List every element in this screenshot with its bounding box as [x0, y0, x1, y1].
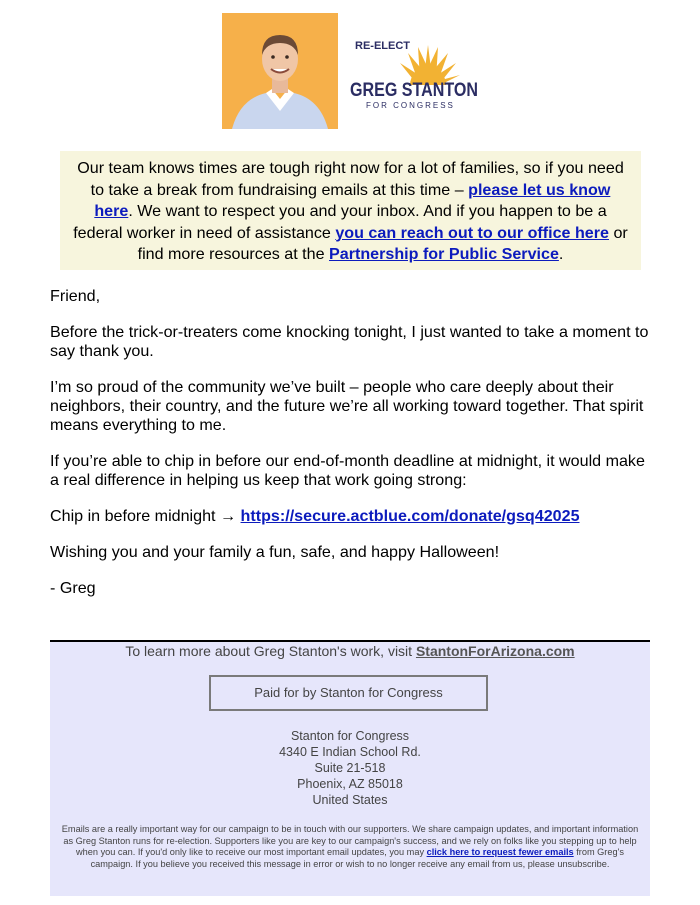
- email-footer: [50, 640, 650, 896]
- notice-text-3: or find more resources at the: [137, 223, 628, 263]
- partnership-public-service-link[interactable]: Partnership for Public Service: [329, 245, 559, 263]
- address-line: Stanton for Congress: [290, 729, 410, 743]
- notice-text-4: .: [558, 245, 564, 263]
- letter-body: [50, 287, 655, 615]
- campaign-logo: [348, 33, 488, 125]
- address-line: Suite 21-518: [314, 761, 386, 775]
- letter-paragraph-1: Before the trick-or-treaters come knocking tonight, I just wanted to take a moment to say thank you.: [50, 323, 649, 360]
- let-us-know-link[interactable]: please let us know here: [94, 180, 611, 220]
- candidate-photo-illustration: [222, 13, 338, 129]
- address-line: 4340 E Indian School Rd.: [279, 745, 421, 759]
- learn-more-line: [50, 643, 650, 659]
- notice-text-2: . We want to respect you and your inbox. And if you happen to be a federal worker in need of assistance: [73, 202, 607, 242]
- notice-text-1: Our team knows times are tough right now for a lot of families, so if you need to take a break from fundraising emails at this time –: [77, 159, 624, 199]
- address-line: Phoenix, AZ 85018: [297, 777, 403, 791]
- logo-name-text: GREG STANTON: [350, 79, 478, 101]
- letter-greeting: Friend,: [50, 287, 101, 305]
- fewer-emails-link[interactable]: click here to request fewer emails: [426, 847, 574, 857]
- letter-paragraph-2: I’m so proud of the community we’ve built – people who care deeply about their neighbors, their country, and the future we’re all working toward together. That spirit means everything to me.: [50, 378, 644, 434]
- disclaimer-text-2: from Greg's campaign. If you believe you received this message in error or wish to no longer receive any email from us, please unsubscribe.: [90, 847, 624, 869]
- logo-reelect-text: RE-ELECT: [355, 40, 410, 52]
- letter-paragraph-3: If you’re able to chip in before our end-of-month deadline at midnight, it would make a real difference in helping us keep that work going strong:: [50, 452, 645, 489]
- candidate-photo: [222, 13, 338, 129]
- chip-in-prefix: Chip in before midnight →: [50, 507, 241, 525]
- chip-in-line: [50, 507, 655, 526]
- campaign-website-link[interactable]: StantonForArizona.com: [415, 643, 575, 659]
- sun-logo-icon: [348, 33, 488, 125]
- disclaimer-text-1: Emails are a really important way for our campaign to be in touch with our supporters. We share campaign updates, and important information as Greg Stanton runs for re-election. Supporters like you are key to our campaign's success, and we rely on folks like you stepping up to help when you can. If you'd only like to receive our most important email updates, you may: [61, 824, 639, 857]
- learn-more-text: To learn more about Greg Stanton's work, visit: [125, 643, 416, 659]
- reach-out-office-link[interactable]: you can reach out to our office here: [335, 223, 609, 242]
- paid-for-box: Paid for by Stanton for Congress: [209, 675, 488, 711]
- mailing-address: [50, 728, 650, 808]
- logo-tagline-text: FOR CONGRESS: [366, 101, 455, 110]
- email-header: [0, 13, 700, 131]
- donate-link[interactable]: https://secure.actblue.com/donate/gsq42025: [240, 507, 580, 525]
- fundraising-break-notice: [60, 151, 641, 270]
- address-line: United States: [312, 793, 388, 807]
- letter-paragraph-4: Wishing you and your family a fun, safe, and happy Halloween!: [50, 543, 500, 561]
- email-disclaimer: [58, 824, 642, 870]
- letter-signoff: - Greg: [50, 579, 96, 597]
